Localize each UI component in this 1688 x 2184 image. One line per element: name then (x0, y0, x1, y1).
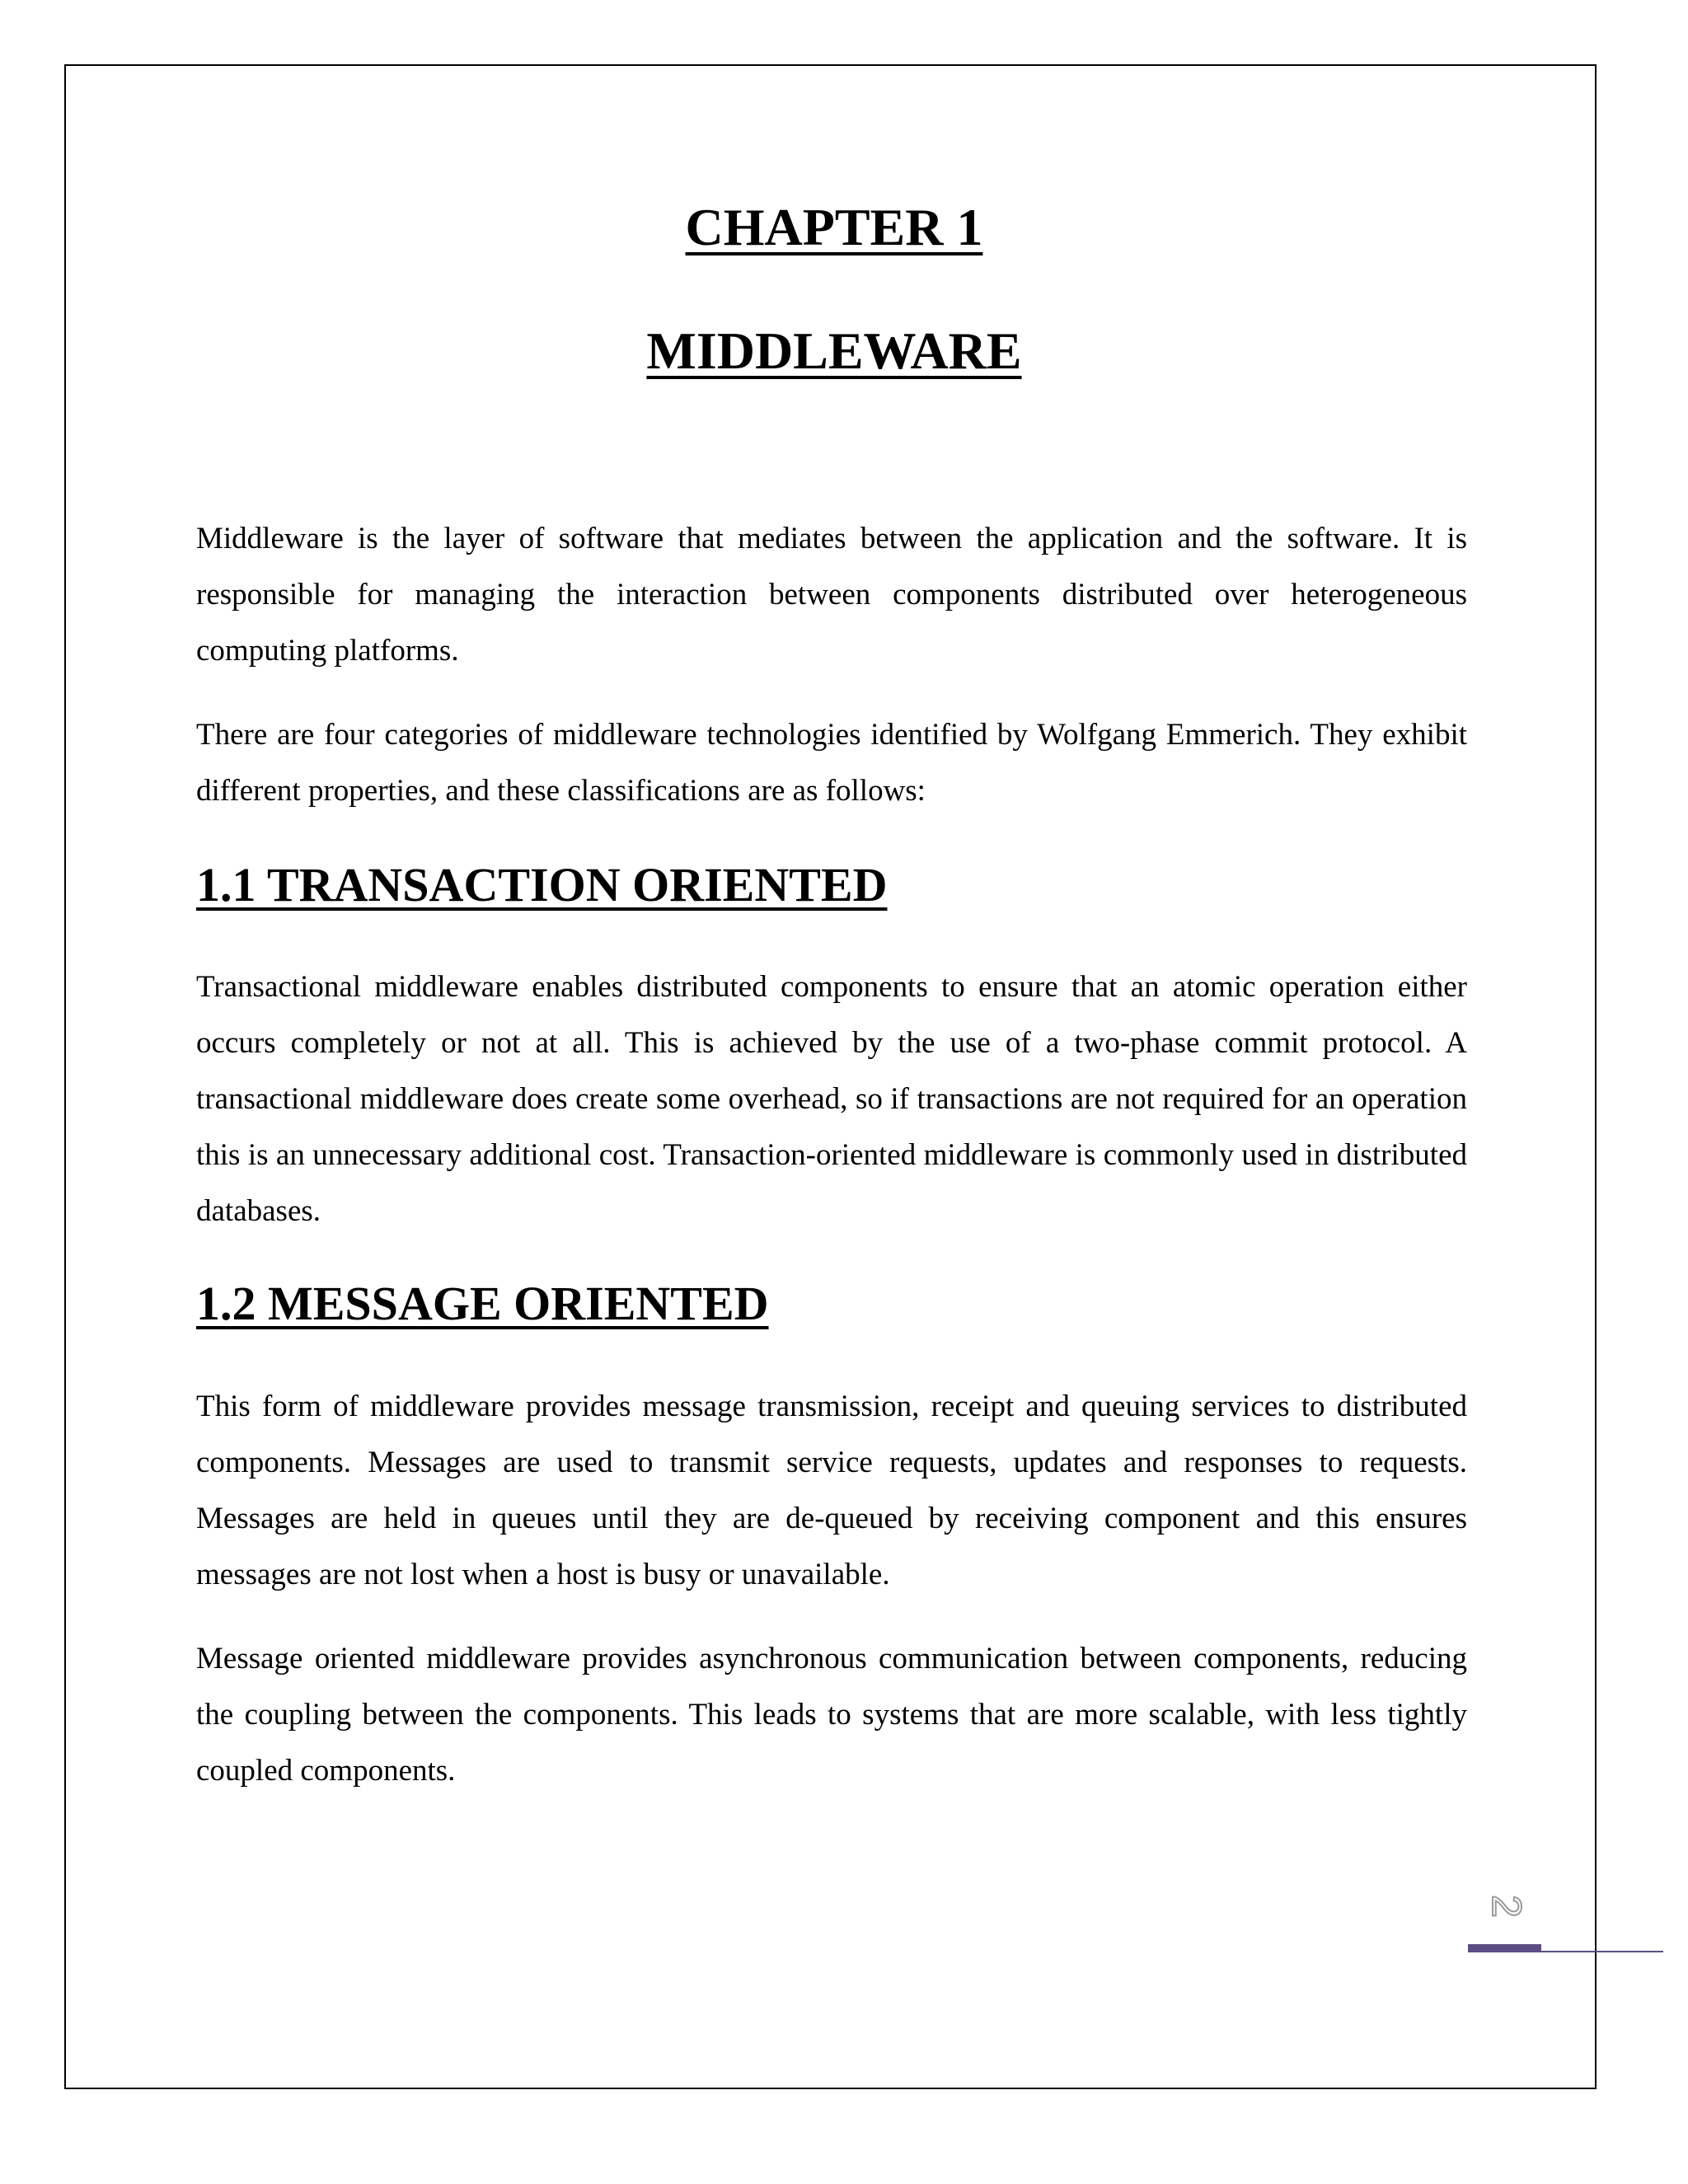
page-number: 2 (1484, 1895, 1530, 1918)
message-oriented-paragraph-2: Message oriented middleware provides asynchronous communication between components, reducing the coupling between the components. This leads to systems that are more scalable, with less tightly coupled components. (196, 1642, 1467, 1788)
section-heading-transaction-oriented: 1.1 TRANSACTION ORIENTED (196, 858, 888, 912)
intro-paragraph-1: Middleware is the layer of software that mediates between the application and the software. It is responsible for managing the interaction between components distributed over heterogeneous computing platforms. (196, 522, 1467, 668)
section-heading-message-oriented: 1.2 MESSAGE ORIENTED (196, 1277, 769, 1330)
intro-paragraph-2: There are four categories of middleware technologies identified by Wolfgang Emmerich. They exhibit different properties, and these classifications are as follows: (196, 718, 1467, 808)
page-accent-bar (1468, 1944, 1541, 1952)
message-oriented-paragraph-1: This form of middleware provides message transmission, receipt and queuing services to distributed components. Messages are used to transmit service requests, updates and responses to requests. Messages are held in queues until they are de-queued by receiving component and this ensures messages are not lost when a host is busy or unavailable. (196, 1390, 1467, 1591)
chapter-title: CHAPTER 1 (685, 198, 983, 256)
page-accent-line (1541, 1951, 1663, 1952)
transaction-oriented-paragraph: Transactional middleware enables distributed components to ensure that an atomic operation either occurs completely or not at all. This is achieved by the use of a two-phase commit protocol. A transactional middleware does create some overhead, so if transactions are not required for an operation this is an unnecessary additional cost. Transaction-oriented middleware is commonly used in distributed databases. (196, 970, 1467, 1228)
chapter-subtitle: MIDDLEWARE (646, 321, 1022, 380)
